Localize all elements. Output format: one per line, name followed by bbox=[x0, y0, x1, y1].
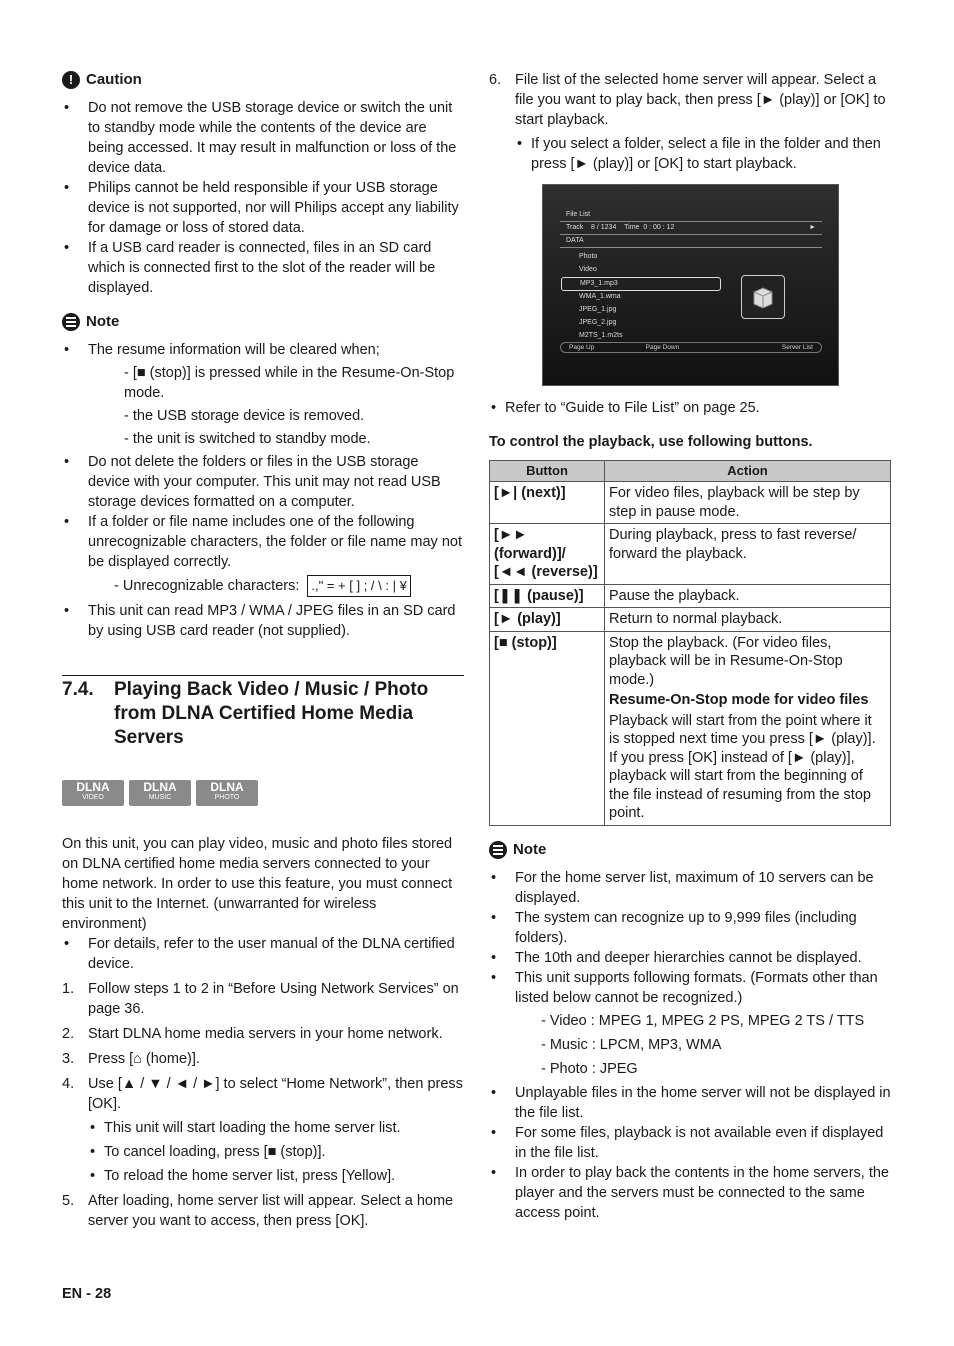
list-item: • Do not delete the folders or files in the USB storage device with your computer. This unit may not read USB storage devices formatted on a computer. bbox=[62, 452, 464, 512]
list-item: Video bbox=[579, 265, 597, 273]
note-heading bbox=[62, 312, 464, 332]
section-title: Playing Back Video / Music / Photo from DLNA Certified Home Media Servers bbox=[114, 679, 429, 748]
note-title: Note bbox=[513, 840, 547, 858]
caution-heading bbox=[62, 70, 464, 90]
resume-sub: - the unit is switched to standby mode. bbox=[124, 431, 371, 447]
note-icon bbox=[489, 841, 507, 859]
step-sub: • To cancel loading, press [■ (stop)]. bbox=[88, 1142, 464, 1162]
col-action: Action bbox=[605, 461, 891, 482]
section-number: 7.4. bbox=[62, 679, 94, 700]
col-button: Button bbox=[490, 461, 605, 482]
caution-list bbox=[62, 98, 464, 298]
note-heading-2 bbox=[489, 840, 891, 860]
list-item: • The 10th and deeper hierarchies cannot be displayed. bbox=[489, 948, 891, 968]
file-list-header: File List Track 8 / 1234 Time 0 : 00 : 12 ► DATA bbox=[560, 209, 822, 248]
resume-sub: - [■ (stop)] is pressed while in the Resume-On-Stop mode. bbox=[124, 365, 455, 401]
list-item bbox=[62, 512, 464, 597]
note-list bbox=[62, 340, 464, 641]
section-intro: On this unit, you can play video, music and photo files stored on DLNA certified home media servers connected to your home network. In order to use this feature, you must connect this unit to the Internet. (unwarranted for wireless environment) bbox=[62, 836, 453, 932]
list-item-selected: MP3_1.mp3 bbox=[561, 277, 721, 292]
format-line: - Photo : JPEG bbox=[541, 1060, 638, 1077]
caution-icon: ! bbox=[62, 71, 80, 89]
note-title: Note bbox=[86, 313, 120, 330]
resume-intro: The resume information will be cleared when; bbox=[88, 342, 380, 358]
file-list-footer: Page Up Page Down Server List bbox=[560, 342, 822, 353]
note-icon bbox=[62, 313, 80, 331]
list-item: WMA_1.wma bbox=[579, 293, 621, 301]
step-sub: • This unit will start loading the home server list. bbox=[88, 1118, 464, 1138]
list-item bbox=[62, 340, 464, 449]
table-row: [► (play)] Return to normal playback. bbox=[490, 608, 891, 632]
table-row: [■ (stop)] Stop the playback. (For video files, playback will be in Resume-On-Stop mode.) Resume-On-Stop mode for video files Playback will start from the point where it is stopped next time you press [► (play)]. If you press [OK] instead of [► (play)], playback will start from the beginning of the file instead of resuming from the stop point. bbox=[490, 631, 891, 825]
step-item: 6. File list of the selected home server will appear. Select a file you want to play back, then press [► (play)] or [OK] to start playback. • If you select a folder, select a file in the folder and then press [► (play)] or [OK] to start playback. bbox=[489, 70, 891, 174]
list-item: • In order to play back the contents in the home servers, the player and the servers must be connected to the same access point. bbox=[489, 1163, 891, 1223]
list-item: JPEG_2.jpg bbox=[579, 318, 617, 326]
list-item: • This unit can read MP3 / WMA / JPEG files in an SD card by using USB card reader (not supplied). bbox=[62, 601, 464, 641]
list-item: M2TS_1.m2ts bbox=[579, 331, 623, 339]
list-item: JPEG_1.jpg bbox=[579, 306, 617, 314]
steps-list-cont bbox=[489, 70, 891, 174]
list-item: Photo bbox=[579, 253, 598, 260]
dlna-video-logo: DLNA VIDEO bbox=[62, 780, 124, 806]
dlna-badges bbox=[62, 780, 464, 806]
list-item: • For details, refer to the user manual of the DLNA certified device. bbox=[62, 934, 464, 974]
file-list-items bbox=[561, 251, 721, 343]
list-item: • This unit supports following formats. (Formats other than listed below cannot be recognized.) - Video : MPEG 1, MPEG 2 PS, MPEG 2 TS / TTS - Music : LPCM, MP3, WMA - Photo : JPEG bbox=[489, 968, 891, 1079]
refer-note: • Refer to “Guide to File List” on page 25. bbox=[489, 398, 891, 418]
caution-title: Caution bbox=[86, 71, 142, 88]
unrec-text: If a folder or file name includes one of the following unrecognizable characters, the folder or file name may not be displayed correctly. bbox=[88, 514, 462, 570]
play-icon: ► bbox=[809, 224, 816, 231]
table-row: [❚❚ (pause)] Pause the playback. bbox=[490, 584, 891, 608]
table-row: [►► (forward)]/ [◄◄ (reverse)] During playback, press to fast reverse/ forward the playback. bbox=[490, 524, 891, 585]
list-item: • For the home server list, maximum of 10 servers can be displayed. bbox=[489, 868, 891, 908]
section-heading bbox=[62, 675, 464, 750]
unrec-label: - Unrecognizable characters: bbox=[114, 578, 300, 594]
unrec-line bbox=[88, 575, 464, 597]
file-list-screenshot bbox=[542, 184, 839, 386]
list-item: • Philips cannot be held responsible if your USB storage device is not supported, nor will Philips accept any liability for damage or loss of stored data. bbox=[62, 178, 464, 238]
right-column bbox=[489, 70, 891, 1223]
step-sub: • To reload the home server list, press [Yellow]. bbox=[88, 1166, 464, 1186]
note-list-2 bbox=[489, 868, 891, 1223]
left-column bbox=[62, 70, 464, 1236]
intro-list bbox=[62, 934, 464, 974]
format-line: - Video : MPEG 1, MPEG 2 PS, MPEG 2 TS / TTS bbox=[541, 1012, 865, 1029]
steps-list bbox=[62, 979, 464, 1231]
step-sub: • If you select a folder, select a file in the folder and then press [► (play)] or [OK] to start playback. bbox=[515, 134, 891, 174]
table-row: [►| (next)] For video files, playback will be step by step in pause mode. bbox=[490, 482, 891, 524]
step-item: 3. Press [⌂ (home)]. bbox=[62, 1051, 200, 1067]
control-table bbox=[489, 460, 891, 826]
list-item: • If a USB card reader is connected, files in an SD card which is connected first to the slot of the reader will be displayed. bbox=[62, 238, 464, 298]
file-thumbnail-icon bbox=[741, 275, 785, 319]
page-number: EN - 28 bbox=[62, 1286, 112, 1302]
format-line: - Music : LPCM, MP3, WMA bbox=[541, 1036, 722, 1053]
dlna-music-logo: DLNA MUSIC bbox=[129, 780, 191, 806]
step-item: 5. After loading, home server list will appear. Select a home server you want to access, then press [OK]. bbox=[62, 1193, 454, 1229]
step-item: 1. Follow steps 1 to 2 in “Before Using Network Services” on page 36. bbox=[62, 981, 459, 1017]
control-heading: To control the playback, use following buttons. bbox=[489, 434, 813, 450]
list-item: • Unplayable files in the home server will not be displayed in the file list. bbox=[489, 1083, 891, 1123]
list-item: • Do not remove the USB storage device or switch the unit to standby mode while the contents of the device are being accessed. It may result in malfunction or loss of the device data. bbox=[62, 98, 464, 178]
list-item: • The system can recognize up to 9,999 files (including folders). bbox=[489, 908, 891, 948]
dlna-photo-logo: DLNA PHOTO bbox=[196, 780, 258, 806]
step-item: 4. Use [▲ / ▼ / ◄ / ►] to select “Home Network”, then press [OK]. • This unit will start loading the home server list. • To cancel loading, press [■ (stop)]. • To reload the home server list, press [Yellow]. bbox=[62, 1074, 464, 1186]
resume-sub: - the USB storage device is removed. bbox=[124, 408, 365, 424]
list-item: • For some files, playback is not available even if displayed in the file list. bbox=[489, 1123, 891, 1163]
unrec-chars: .," = + [ ] ; / \ : | ¥ bbox=[307, 575, 410, 597]
step-item: 2. Start DLNA home media servers in your home network. bbox=[62, 1026, 443, 1042]
